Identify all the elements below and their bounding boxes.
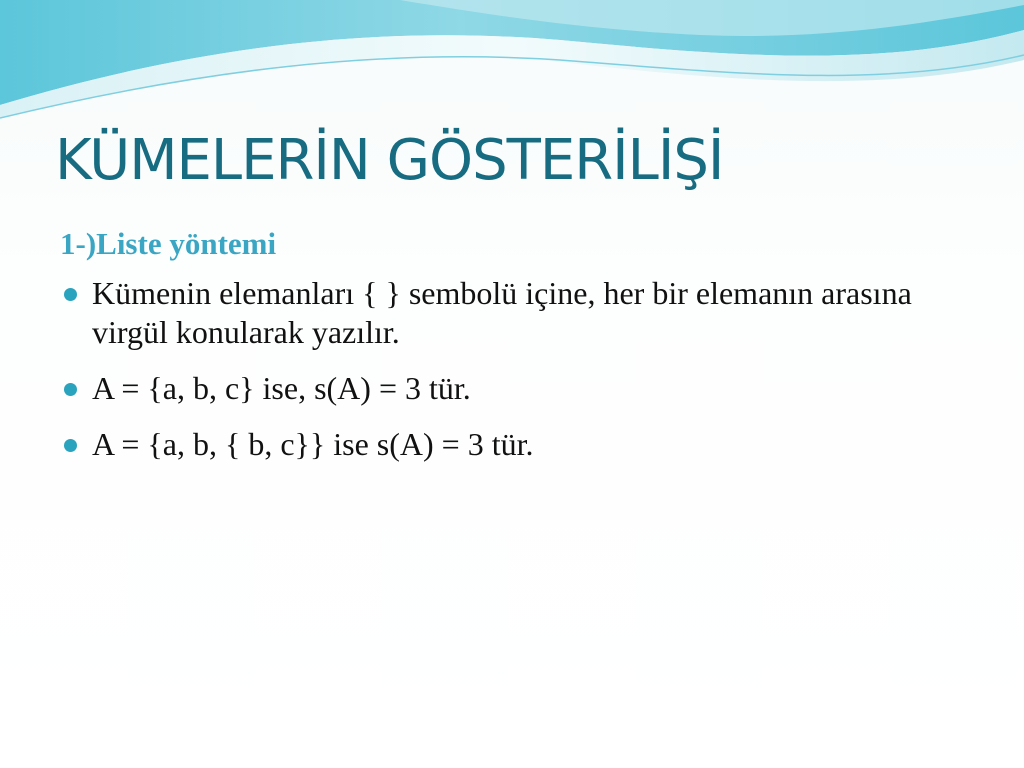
slide-content [60,225,960,482]
bullet-icon [64,288,77,301]
bullet-item [60,425,960,463]
wave-header-decoration [0,0,1024,130]
bullet-icon [64,439,77,452]
bullet-item [60,369,960,407]
bullet-text: A = {a, b, { b, c}} ise s(A) = 3 tür. [92,426,534,463]
bullet-text: Kümenin elemanları { } sembolü içine, her bir elemanın arasına virgül konularak yazılır. [92,275,912,350]
slide-title: KÜMELERİN GÖSTERİLİŞİ [55,128,724,193]
subheading: 1-)Liste yöntemi [60,226,277,261]
bullet-list [60,274,960,464]
bullet-icon [64,383,77,396]
bullet-text: A = {a, b, c} ise, s(A) = 3 tür. [92,369,471,406]
bullet-item [60,274,960,351]
